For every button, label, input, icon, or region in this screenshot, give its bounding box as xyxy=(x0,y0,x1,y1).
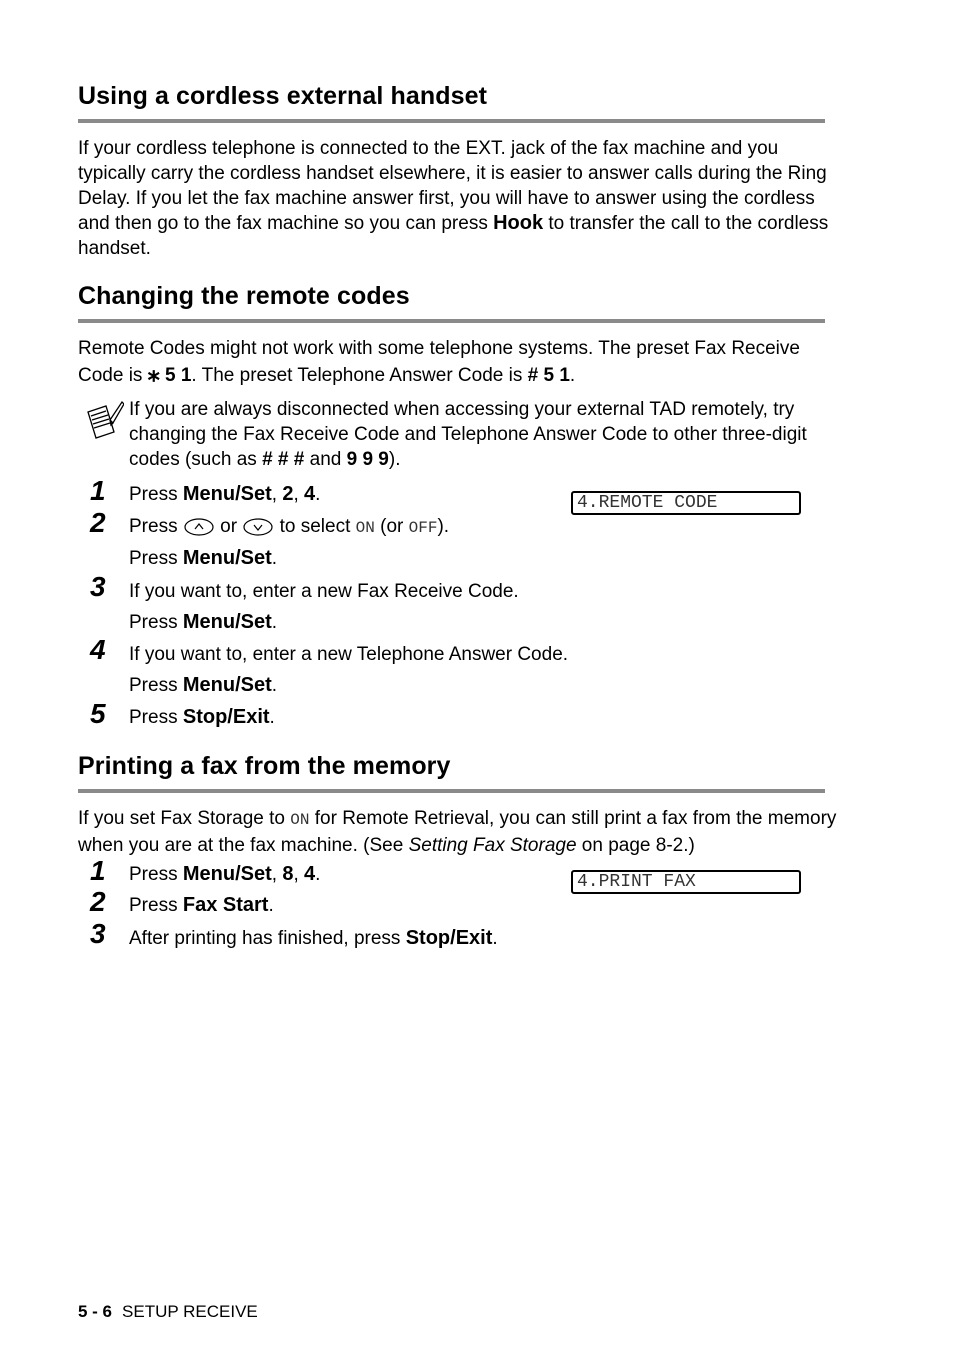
step-2-press-text: Press Menu/Set. xyxy=(129,547,278,569)
section-title-remote-codes: Changing the remote codes xyxy=(78,282,410,310)
lcd-display-print-fax: 4.PRINT FAX xyxy=(571,870,801,894)
step-number: 1 xyxy=(90,855,106,886)
section-title-print-memory: Printing a fax from the memory xyxy=(78,752,451,780)
step-number: 3 xyxy=(90,571,106,602)
note-pencil-icon xyxy=(84,400,124,442)
note-text: If you are always disconnected when accessing your external TAD remotely, try changing the Fax Receive Code and Telephone Answer Code to other three-digit codes (such as # # # and 9 9 9). xyxy=(129,399,807,470)
footer-section-name: SETUP RECEIVE xyxy=(122,1302,258,1321)
step-3-text: After printing has finished, press Stop/Exit. xyxy=(129,927,498,949)
step-4-press-text: Press Menu/Set. xyxy=(129,674,278,696)
step-3-press-text: Press Menu/Set. xyxy=(129,611,278,633)
step-number: 4 xyxy=(90,634,106,665)
section-rule xyxy=(78,319,825,323)
step-number: 5 xyxy=(90,698,106,729)
step-number: 1 xyxy=(90,475,106,506)
section-rule xyxy=(78,119,825,123)
step-number: 2 xyxy=(90,886,106,917)
step-number: 2 xyxy=(90,507,106,538)
section-rule xyxy=(78,789,825,793)
step-1-text: Press Menu/Set, 8, 4. xyxy=(129,863,321,885)
step-4-text: If you want to, enter a new Telephone Answer Code. xyxy=(129,644,569,665)
step-1-text: Press Menu/Set, 2, 4. xyxy=(129,483,321,505)
page-number: 5 - 6 xyxy=(78,1302,113,1321)
remote-codes-paragraph: Remote Codes might not work with some telephone systems. The preset Fax Receive Code is ⁎ 5 1. The preset Telephone Answer Code is # 5 1. xyxy=(78,338,800,387)
step-2-text: Press Fax Start. xyxy=(129,894,274,916)
down-arrow-key-icon xyxy=(242,516,274,537)
print-memory-paragraph: If you set Fax Storage to ON for Remote Retrieval, you can still print a fax from the memory when you are at the fax machine. (See Setting Fax Storage on page 8-2.) xyxy=(78,808,837,856)
page-footer xyxy=(78,1302,258,1322)
up-arrow-key-icon xyxy=(183,516,215,537)
cordless-paragraph: If your cordless telephone is connected to the EXT. jack of the fax machine and you typically carry the cordless handset elsewhere, it is easier to answer calls during the Ring Delay. If you let the fax machine answer first, you will have to answer using the cordless and then go to the fax machine so you can press Hook to transfer the call to the cordless handset. xyxy=(78,138,829,259)
section-title-cordless: Using a cordless external handset xyxy=(78,82,488,110)
lcd-display-remote-code: 4.REMOTE CODE xyxy=(571,491,801,515)
step-number: 3 xyxy=(90,918,106,949)
step-2-text: Press or to select ON (or OFF). xyxy=(129,516,450,537)
step-5-text: Press Stop/Exit. xyxy=(129,706,275,728)
step-3-text: If you want to, enter a new Fax Receive Code. xyxy=(129,581,519,602)
